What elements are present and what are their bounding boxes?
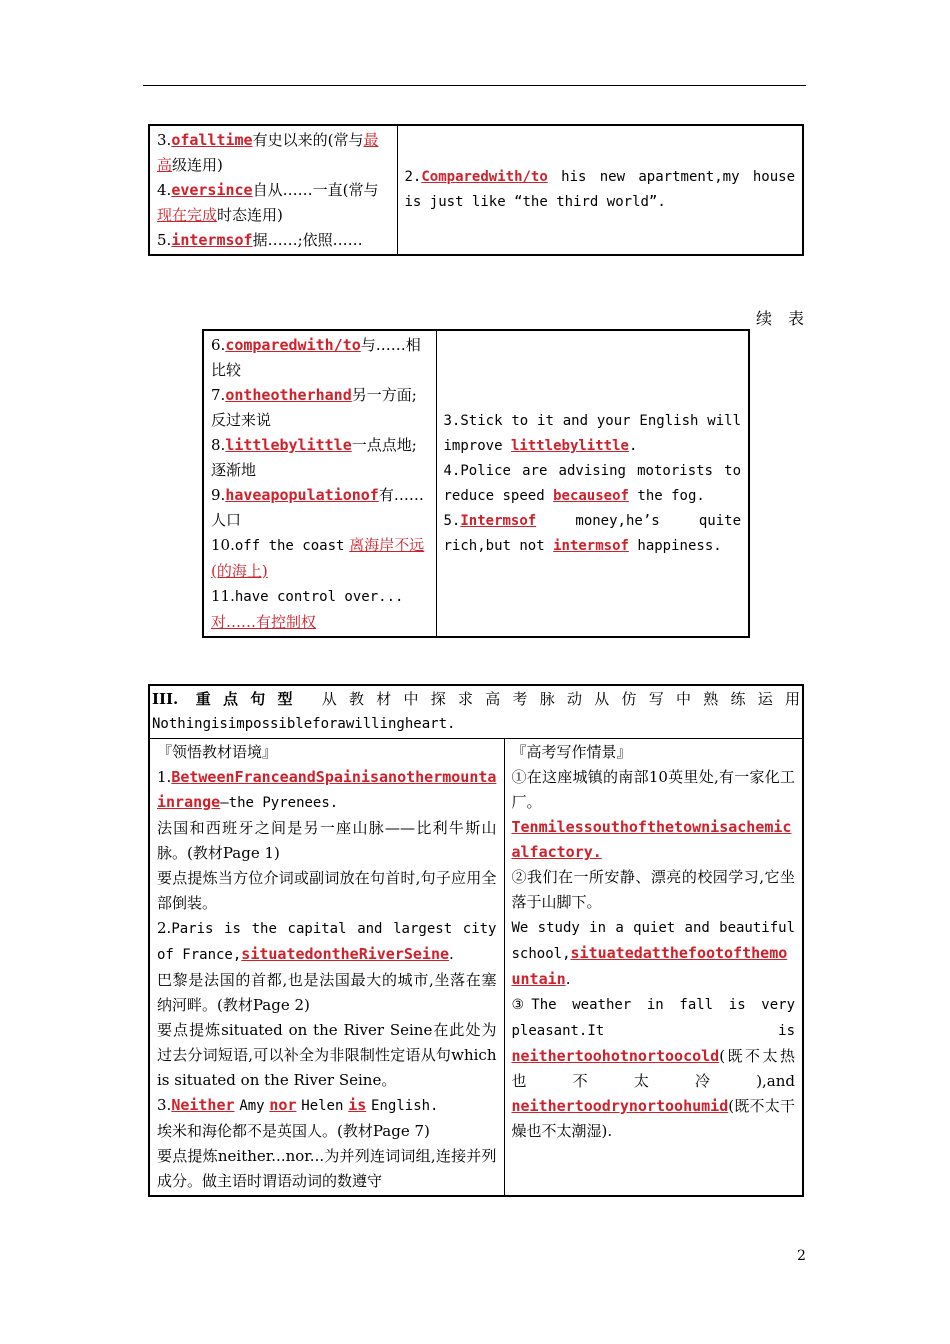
scenario-answer: We study in a quiet and beautiful school,situatedatthefootofthemountain. [511, 920, 796, 988]
phrase-item: 5.intermsof据……;依照…… [157, 231, 363, 249]
key-point: 要点提炼situated on the River Seine在此处为过去分词短语,可以补全为非限制性定语从句which is situated on the River Seine。 [157, 1021, 497, 1089]
writing-scenario-cell [504, 739, 803, 1197]
right-title: 『高考写作情景』 [511, 743, 632, 761]
exercise-sentence: 2.Comparedwith/to his new apartment,my house is just like “the third world”. [404, 169, 795, 210]
phrase-item: 11.have control over... 对……有控制权 [211, 587, 404, 631]
phrase-item: 10.off the coast 离海岸不远(的海上) [211, 536, 425, 580]
example-sentence: 3.Neither Amy nor Helen is English. [157, 1096, 439, 1114]
phrase-table-2 [202, 329, 750, 638]
phrase-item: 6.comparedwith/to与……相比较 [211, 336, 421, 379]
phrase-table-1 [148, 124, 804, 256]
section-header [149, 685, 803, 739]
continued-label: 续表 [756, 309, 821, 328]
page-number: 2 [797, 1248, 806, 1264]
section-motto: Nothingisimpossibleforawillingheart. [152, 716, 456, 732]
phrase-list-cell [149, 125, 397, 255]
scenario-prompt: ①在这座城镇的南部10英里处,有一家化工厂。 [511, 768, 796, 811]
exercise-cell [436, 330, 749, 637]
textbook-context-cell [149, 739, 504, 1197]
example-sentence: 2.Paris is the capital and largest city of France,situatedontheRiverSeine. [157, 919, 497, 963]
section-title: III. 重点句型 从教材中探求高考脉动从仿写中熟练运用 [152, 690, 801, 708]
phrase-item: 3.ofalltime有史以来的(常与最高级连用) [157, 131, 379, 174]
exercise-sentence: 5.Intermsof money,he’s quite rich,but not intermsof happiness. [443, 512, 741, 554]
example-translation: 埃米和海伦都不是英国人。(教材Page 7) [157, 1122, 430, 1140]
scenario-answer: ③The weather in fall is very pleasant.It is neithertoohotnortoocold(既不太热也不太冷),and neithertoodrynortoohumid(既不太干燥也不太潮湿). [511, 997, 796, 1140]
example-translation: 法国和西班牙之间是另一座山脉——比利牛斯山脉。(教材Page 1) [157, 819, 497, 862]
example-translation: 巴黎是法国的首都,也是法国最大的城市,坐落在塞纳河畔。(教材Page 2) [157, 971, 497, 1014]
sentence-pattern-table [148, 684, 804, 1197]
scenario-answer: Tenmilessouthofthetownisachemicalfactory. [511, 818, 792, 861]
exercise-sentence: 3.Stick to it and your English will improve littlebylittle. [443, 412, 741, 454]
exercise-sentence: 4.Police are advising motorists to reduce speed becauseof the fog. [443, 462, 741, 504]
phrase-item: 4.eversince自从……一直(常与现在完成时态连用) [157, 181, 379, 224]
top-rule [143, 85, 806, 86]
example-sentence: 1.BetweenFranceandSpainisanothermountainrange—the Pyrenees. [157, 768, 497, 811]
scenario-prompt: ②我们在一所安静、漂亮的校园学习,它坐落于山脚下。 [511, 868, 796, 911]
phrase-item: 9.haveapopulationof有……人口 [211, 486, 424, 529]
phrase-item: 8.littlebylittle一点点地;逐渐地 [211, 436, 417, 479]
key-point: 要点提炼当方位介词或副词放在句首时,句子应用全部倒装。 [157, 869, 497, 912]
phrase-list-cell [203, 330, 436, 637]
exercise-cell [397, 125, 803, 255]
phrase-item: 7.ontheotherhand另一方面;反过来说 [211, 386, 417, 429]
key-point: 要点提炼neither...nor...为并列连词词组,连接并列成分。做主语时谓语动词的数遵守 [157, 1147, 497, 1190]
left-title: 『领悟教材语境』 [157, 743, 278, 761]
